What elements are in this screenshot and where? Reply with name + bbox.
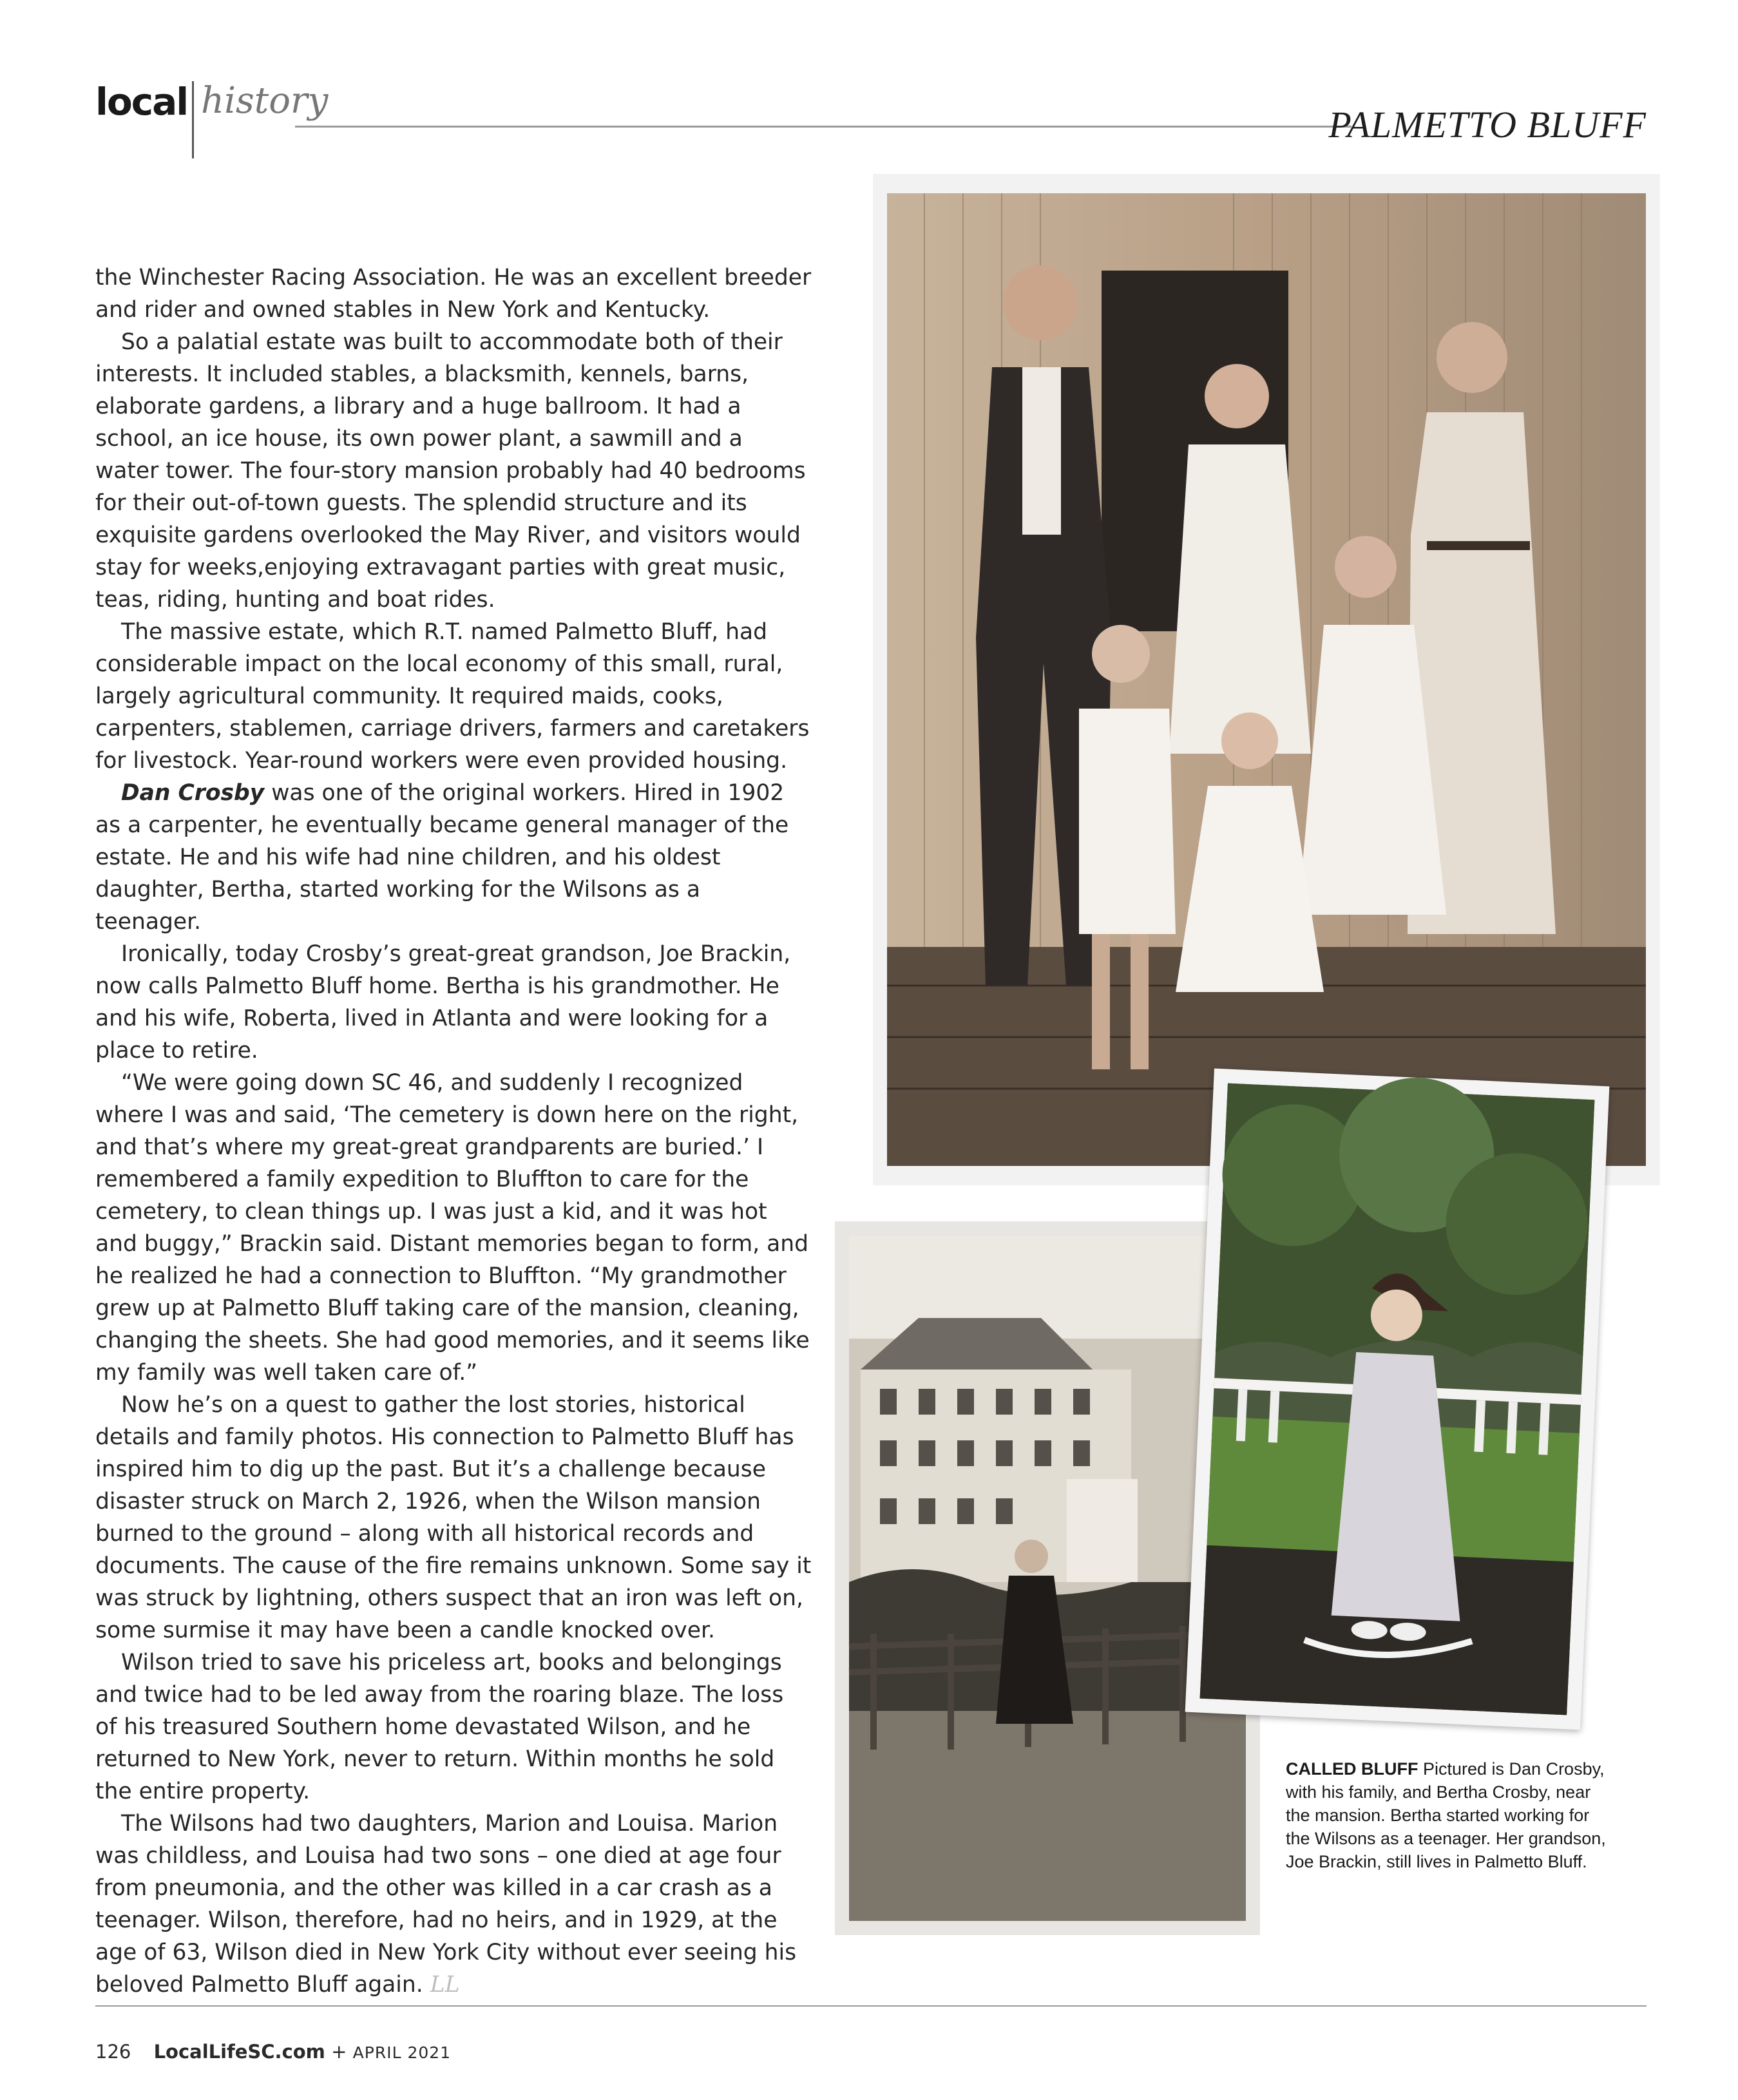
brand-logo: local bbox=[95, 80, 188, 124]
footer-rule bbox=[95, 2005, 1647, 2007]
article-paragraph: Ironically, today Crosby’s great-great grandson, Joe Brackin, now calls Palmetto Bluff home. Bertha is his grandmother. He and his wife, Roberta, lived in Atlanta and were looking for a place to retire. bbox=[95, 941, 791, 1064]
article-paragraph: So a palatial estate was built to accommodate both of their interests. It included stables, a blacksmith, kennels, barns, elaborate gardens, a library and a huge ballroom. It had a school, an ice house, its own power plant, a sawmill and a water tower. The four-story mansion probably had 40 bedrooms for their out-of-town guests. The splendid structure and its exquisite gardens overlooked the May River, and visitors would stay for weeks,enjoying extravagant parties with great music, teas, riding, hunting and boat rides. bbox=[95, 329, 806, 613]
article-paragraph-text: The Wilsons had two daughters, Marion and Louisa. Marion was childless, and Louisa had two sons – one died at age four from pneumonia, and the other was killed in a car crash as a teenager. Wilson, therefore, had no heirs, and in 1929, at the age of 63, Wilson died in New York City without ever seeing his beloved Palmetto Bluff again. bbox=[95, 1811, 797, 1998]
caption-text: Pictured is Dan Crosby, with his family, and Bertha Crosby, near the mansion. Bertha started working for the Wilsons as a teenager. Her grandson, Joe Brackin, still lives in Palmetto Bluff. bbox=[1286, 1759, 1606, 1871]
article-paragraph bbox=[95, 1808, 812, 2001]
bertha-portrait-photo bbox=[1185, 1069, 1610, 1730]
footer-separator: + bbox=[331, 2041, 347, 2063]
page-number: 126 bbox=[95, 2041, 131, 2063]
section-title: PALMETTO BLUFF bbox=[1328, 104, 1647, 146]
article-paragraph: Now he’s on a quest to gather the lost stories, historical details and family photos. His connection to Palmetto Bluff has inspired him to dig up the past. But it’s a challenge because disaster struck on March 2, 1926, when the Wilson mansion burned to the ground – along with all historical records and documents. The cause of the fire remains unknown. Some say it was struck by lightning, others suspect that an iron was left on, some surmise it may have been a candle knocked over. bbox=[95, 1392, 812, 1643]
page-footer bbox=[95, 2041, 451, 2063]
signoff-mark: LL bbox=[430, 1972, 460, 1998]
article-paragraph-text: was one of the original workers. Hired in 1902 as a carpenter, he eventually became general manager of the estate. He and his wife had nine children, and his oldest daughter, Bertha, started working for the Wilsons as a teenager. bbox=[95, 780, 789, 935]
header-divider bbox=[192, 81, 194, 158]
issue-date: APRIL 2021 bbox=[352, 2043, 452, 2062]
person-name-highlight: Dan Crosby bbox=[121, 780, 265, 806]
photo-caption bbox=[1286, 1757, 1614, 1873]
article-paragraph: “We were going down SC 46, and suddenly I recognized where I was and said, ‘The cemetery is down here on the right, and that’s where my great-great grandparents are buried.’ I remembered a family expedition to Bluffton to care for the cemetery, to clean things up. I was just a kid, and it was hot and buggy,” Brackin said. Distant memories began to form, and he realized he had a connection to Bluffton. “My grandmother grew up at Palmetto Bluff taking care of the mansion, cleaning, changing the sheets. She had good memories, and it seems like my family was well taken care of.” bbox=[95, 1070, 810, 1386]
article-paragraph: the Winchester Racing Association. He was an excellent breeder and rider and owned stables in New York and Kentucky. bbox=[95, 265, 812, 323]
category-label: history bbox=[201, 80, 329, 122]
caption-heading: CALLED BLUFF bbox=[1286, 1759, 1418, 1779]
article-paragraph: Wilson tried to save his priceless art, books and belongings and twice had to be led away from the roaring blaze. The loss of his treasured Southern home devastated Wilson, and he returned to New York, never to return. Within months he sold the entire property. bbox=[95, 1650, 784, 1804]
family-portrait-photo bbox=[873, 174, 1660, 1185]
site-link[interactable]: LocalLifeSC.com bbox=[153, 2041, 325, 2063]
article-paragraph: The massive estate, which R.T. named Palmetto Bluff, had considerable impact on the local economy of this small, rural, largely agricultural community. It required maids, cooks, carpenters, stablemen, carriage drivers, farmers and caretakers for livestock. Year-round workers were even provided housing. bbox=[95, 619, 810, 774]
header-rule bbox=[295, 126, 1351, 128]
article-paragraph bbox=[95, 777, 812, 938]
article-body bbox=[95, 262, 812, 2001]
